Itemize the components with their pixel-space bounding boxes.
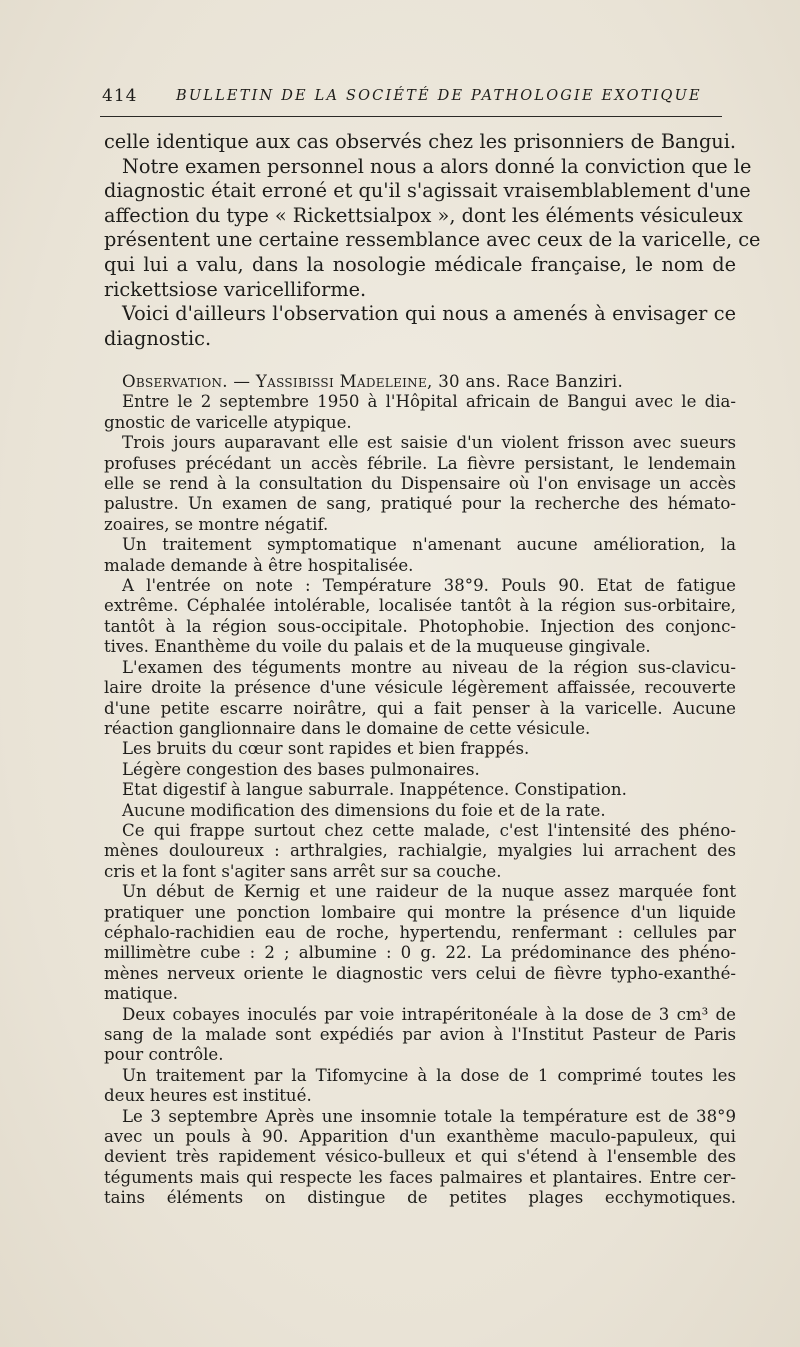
text-line: diagnostic était erroné et qu'il s'agissait vraisemblablement d'une	[104, 179, 751, 203]
text-line: rickettsiose varicelliforme.	[104, 277, 367, 301]
text-line: Entre le 2 septembre 1950 à l'Hôpital africain de Bangui avec le dia-	[122, 392, 736, 412]
text-line: Un début de Kernig et une raideur de la nuque assez marquée font	[122, 882, 736, 902]
text-line: tains éléments on distingue de petites plages ecchymotiques.	[104, 1188, 736, 1208]
text-line: affection du type « Rickettsialpox », dont les éléments vésiculeux	[104, 203, 743, 227]
text-line: Ce qui frappe surtout chez cette malade, c'est l'intensité des phéno-	[122, 820, 736, 840]
text-line: Voici d'ailleurs l'observation qui nous a amenés à envisager ce	[122, 302, 736, 326]
text-line: céphalo-rachidien eau de roche, hypertendu, renfermant : cellules par	[104, 922, 736, 942]
text-line: Aucune modification des dimensions du foie et de la rate.	[122, 800, 606, 820]
text-line: palustre. Un examen de sang, pratiqué pour la recherche des hémato-	[104, 494, 736, 514]
paragraph-intro	[104, 130, 761, 351]
text-line: devient très rapidement vésico-bulleux et qui s'étend à l'ensemble des	[104, 1147, 736, 1167]
text-line: pratiquer une ponction lombaire qui montre la présence d'un liquide	[104, 902, 736, 922]
text-line: avec un pouls à 90. Apparition d'un exanthème maculo-papuleux, qui	[104, 1127, 736, 1147]
page-number: 414	[102, 86, 138, 106]
text-line: matique.	[104, 984, 179, 1004]
text-line: Etat digestif à langue saburrale. Inappétence. Constipation.	[122, 780, 627, 800]
text-line: L'examen des téguments montre au niveau de la région sus-clavicu-	[122, 657, 736, 677]
text-line: cris et la font s'agiter sans arrêt sur sa couche.	[104, 861, 502, 881]
text-line: Légère congestion des bases pulmonaires.	[122, 759, 480, 779]
text-line: tives. Enanthème du voile du palais et de la muqueuse gingivale.	[104, 637, 651, 657]
text-line: zoaires, se montre négatif.	[104, 514, 329, 534]
text-line: Deux cobayes inoculés par voie intrapéritonéale à la dose de 3 cm³ de	[122, 1004, 736, 1024]
text-line: deux heures est institué.	[104, 1086, 312, 1106]
page-header	[100, 86, 740, 110]
running-title: BULLETIN DE LA SOCIÉTÉ DE PATHOLOGIE EXOTIQUE	[176, 88, 702, 104]
patient-details: 30 ans. Race Banziri.	[432, 372, 624, 391]
text-line: pour contrôle.	[104, 1045, 224, 1065]
text-line: d'une petite escarre noirâtre, qui a fait penser à la varicelle. Aucune	[104, 698, 736, 718]
text-line: Les bruits du cœur sont rapides et bien frappés.	[122, 739, 530, 759]
patient-name: Yassibissi Madeleine,	[255, 372, 433, 391]
text-line: Le 3 septembre Après une insomnie totale la température est de 38°9	[122, 1106, 736, 1126]
observation-label: Observation.	[122, 372, 228, 391]
text-line: présentent une certaine ressemblance avec ceux de la varicelle, ce	[104, 228, 761, 252]
text-line: téguments mais qui respecte les faces palmaires et plantaires. Entre cer-	[104, 1167, 736, 1187]
text-line: millimètre cube : 2 ; albumine : 0 g. 22. La prédominance des phéno-	[104, 943, 736, 963]
text-line: qui lui a valu, dans la nosologie médicale française, le nom de	[104, 252, 736, 276]
text-line: Un traitement symptomatique n'amenant aucune amélioration, la	[122, 535, 736, 555]
observation-section	[104, 372, 736, 1209]
text-line: A l'entrée on note : Température 38°9. Pouls 90. Etat de fatigue	[122, 576, 736, 596]
text-line: profuses précédant un accès fébrile. La fièvre persistant, le lendemain	[104, 453, 736, 473]
text-line: mènes nerveux oriente le diagnostic vers celui de fièvre typho-exanthé-	[104, 963, 736, 983]
text-line: diagnostic.	[104, 326, 212, 350]
intro-paragraphs	[104, 130, 761, 351]
text-line: laire droite la présence d'une vésicule légèrement affaissée, recouverte	[104, 678, 736, 698]
observation-heading: Observation. — Yassibissi Madeleine, 30 ans. Race Banziri.	[122, 372, 624, 391]
text-line: elle se rend à la consultation du Dispensaire où l'on envisage un accès	[104, 474, 736, 494]
text-line: gnostic de varicelle atypique.	[104, 412, 352, 432]
text-line: mènes douloureux : arthralgies, rachialgie, myalgies lui arrachent des	[104, 841, 736, 861]
text-line: extrême. Céphalée intolérable, localisée tantôt à la région sus-orbitaire,	[104, 596, 736, 616]
text-line: celle identique aux cas observés chez les prisonniers de Bangui.	[104, 130, 736, 153]
text-line: Trois jours auparavant elle est saisie d'un violent frisson avec sueurs	[122, 433, 736, 453]
text-line: réaction ganglionnaire dans le domaine de cette vésicule.	[104, 718, 591, 738]
text-line: malade demande à être hospitalisée.	[104, 555, 414, 575]
text-line: Un traitement par la Tifomycine à la dose de 1 comprimé toutes les	[122, 1065, 736, 1085]
observation-text	[104, 372, 736, 1209]
text-line: tantôt à la région sous-occipitale. Photophobie. Injection des conjonc-	[104, 616, 736, 636]
header-rule	[100, 116, 722, 117]
text-line: sang de la malade sont expédiés par avion à l'Institut Pasteur de Paris	[104, 1025, 736, 1044]
text-line: Notre examen personnel nous a alors donné la conviction que le	[122, 154, 752, 178]
